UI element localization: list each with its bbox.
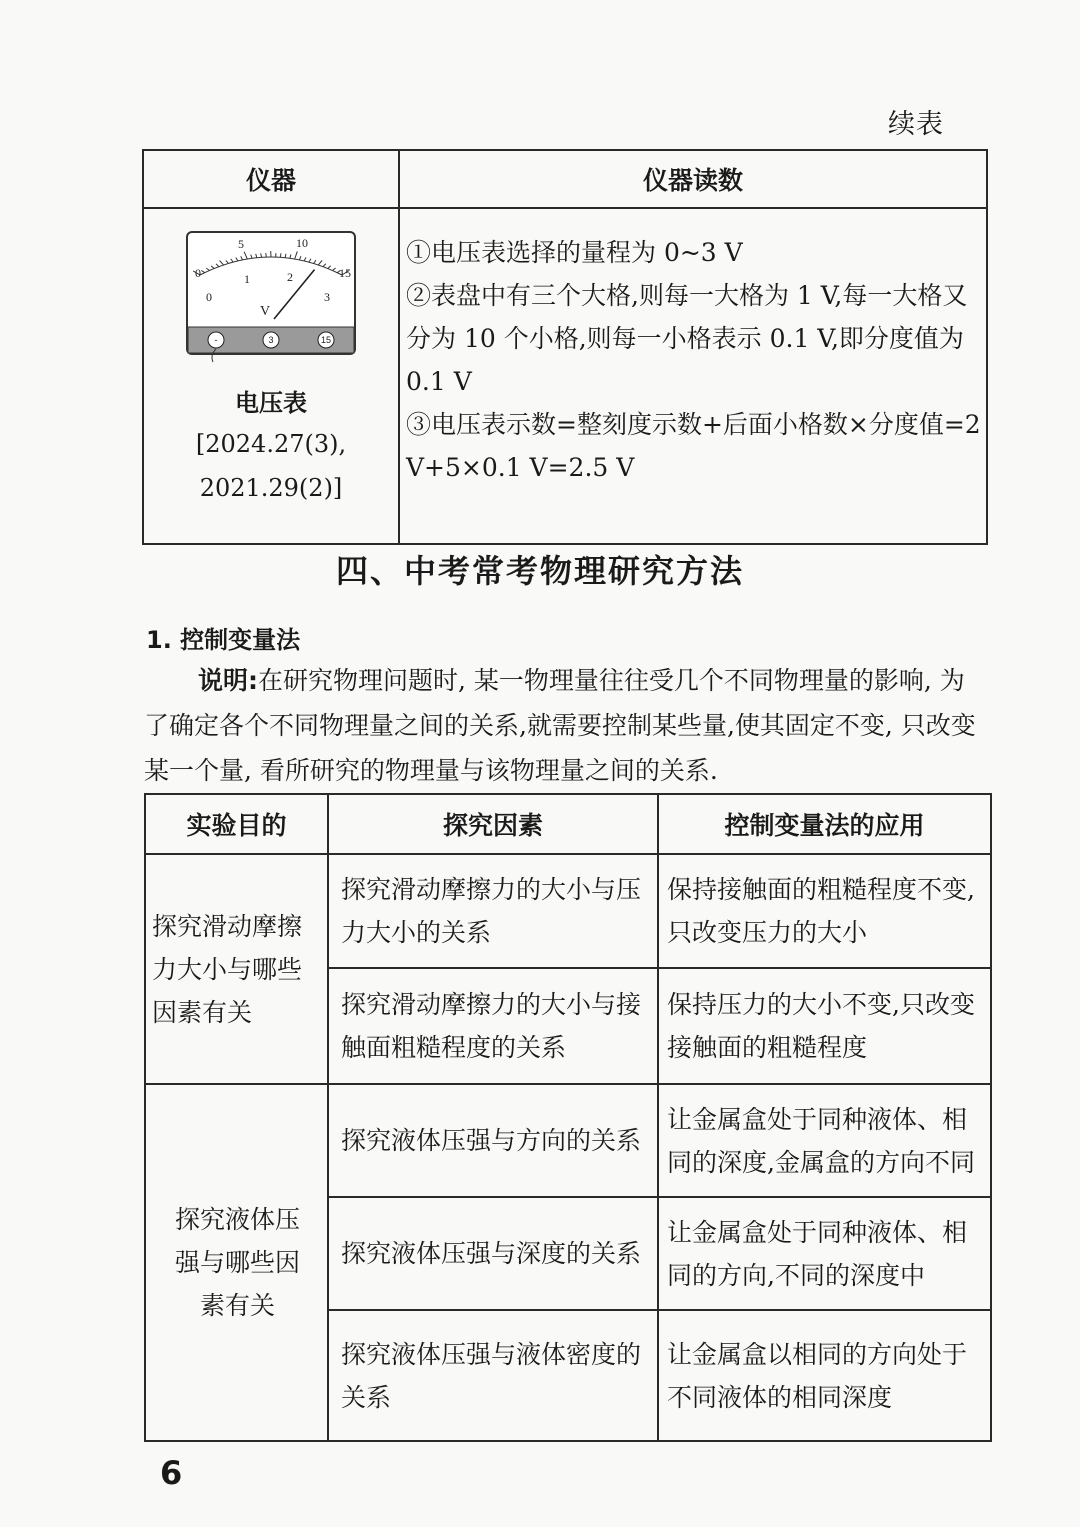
- table-row: [145, 1084, 991, 1197]
- reading-line-2: ②表盘中有三个大格,则每一大格为 1 V,每一大格又分为 10 个小格,则每一小格表示 0.1 V,即分度值为 0.1 V: [406, 281, 968, 396]
- application-cell: 保持接触面的粗糙程度不变,只改变压力的大小: [658, 854, 991, 968]
- application-cell: 让金属盒以相同的方向处于不同液体的相同深度: [658, 1310, 991, 1441]
- upper-label-0: 0: [195, 266, 201, 280]
- continued-label: 续表: [888, 109, 944, 140]
- control-variable-table: [144, 793, 992, 1442]
- lower-label-0: 0: [206, 290, 212, 304]
- upper-label-10: 10: [296, 236, 308, 250]
- factor-cell: 探究滑动摩擦力的大小与压力大小的关系: [328, 854, 658, 968]
- application-cell: 让金属盒处于同种液体、相同的方向,不同的深度中: [658, 1197, 991, 1310]
- terminal-negative-label: -: [214, 335, 218, 345]
- application-cell: 保持压力的大小不变,只改变接触面的粗糙程度: [658, 968, 991, 1084]
- header-purpose: 实验目的: [145, 794, 328, 854]
- instrument-reading-table: [142, 149, 988, 545]
- volt-symbol: V: [260, 304, 271, 319]
- factor-cell: 探究滑动摩擦力的大小与接触面粗糙程度的关系: [328, 968, 658, 1084]
- header-instrument: 仪器: [143, 150, 399, 208]
- reading-line-1: ①电压表选择的量程为 0~3 V: [406, 238, 743, 267]
- lower-label-2: 2: [287, 270, 293, 284]
- header-factor: 探究因素: [328, 794, 658, 854]
- section-title: 四、中考常考物理研究方法: [335, 552, 744, 590]
- upper-label-5: 5: [238, 237, 244, 251]
- header-application: 控制变量法的应用: [658, 794, 991, 854]
- reading-cell: [399, 208, 987, 544]
- terminal-3v-label: 3: [268, 335, 274, 345]
- application-cell: 让金属盒处于同种液体、相同的深度,金属盒的方向不同: [658, 1084, 991, 1197]
- description-paragraph: [144, 658, 988, 793]
- purpose-cell: 探究滑动摩擦力大小与哪些因素有关: [145, 854, 328, 1084]
- description-label: 说明:: [198, 666, 258, 695]
- dial-tick: [285, 254, 286, 258]
- voltmeter-dial-icon: [186, 231, 356, 363]
- instrument-cell: [143, 208, 399, 544]
- exam-ref-1: [2024.27(3),: [195, 430, 347, 458]
- lower-label-1: 1: [244, 272, 250, 286]
- lower-label-3: 3: [324, 290, 330, 304]
- upper-label-15: 15: [339, 266, 351, 280]
- factor-cell: 探究液体压强与深度的关系: [328, 1197, 658, 1310]
- instrument-name: 电压表: [235, 389, 307, 417]
- factor-cell: 探究液体压强与液体密度的关系: [328, 1310, 658, 1441]
- subsection-title: 1. 控制变量法: [146, 626, 301, 654]
- header-reading: 仪器读数: [399, 150, 987, 208]
- exam-ref-2: 2021.29(2)]: [199, 474, 343, 502]
- table-row: [145, 854, 991, 968]
- factor-cell: 探究液体压强与方向的关系: [328, 1084, 658, 1197]
- reading-line-3: ③电压表示数=整刻度示数+后面小格数×分度值=2 V+5×0.1 V=2.5 V: [406, 410, 981, 482]
- terminal-15v-label: 15: [320, 335, 332, 345]
- description-text: 在研究物理问题时, 某一物理量往往受几个不同物理量的影响, 为了确定各个不同物理量之间的关系,就需要控制某些量,使其固定不变, 只改变某一个量, 看所研究的物理量与该物理量之间的关系.: [144, 666, 976, 785]
- page-number: 6: [160, 1454, 183, 1492]
- purpose-cell: [145, 1084, 328, 1441]
- purpose-text: 探究液体压强与哪些因素有关: [174, 1205, 300, 1320]
